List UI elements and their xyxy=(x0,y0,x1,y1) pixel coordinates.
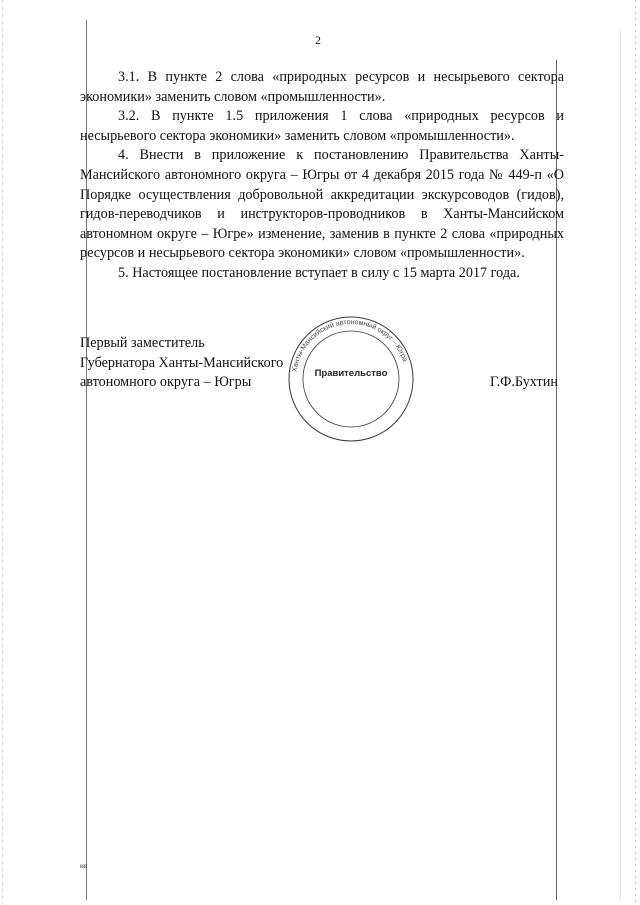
paragraph-3-2: 3.2. В пункте 1.5 приложения 1 слова «природных ресурсов и несырьевого сектора экономики» заменить словом «промышленности». xyxy=(80,108,564,144)
stamp-ring-text: Ханты-Мансийский автономный округ – Югра xyxy=(291,318,409,373)
signatory-title-line-3: автономного округа – Югры xyxy=(80,374,252,391)
signatory-name: Г.Ф.Бухтин xyxy=(490,374,558,390)
stamp-center-text: Правительство xyxy=(314,368,388,379)
paragraph-3-1: 3.1. В пункте 2 слова «природных ресурсов и несырьевого сектора экономики» заменить словом «промышленности». xyxy=(80,69,564,105)
signatory-title-line-1: Первый заместитель xyxy=(80,335,205,351)
official-stamp xyxy=(285,313,417,445)
paragraph-5: 5. Настоящее постановление вступает в силу с 15 марта 2017 года. xyxy=(118,264,520,281)
body-text xyxy=(80,68,564,284)
signatory-title-line-2: Губернатора Ханты-Мансийского xyxy=(80,354,284,371)
signatory-title xyxy=(80,334,283,393)
paragraph-4: 4. Внести в приложение к постановлению Правительства Ханты-Мансийского автономного округа – Югры от 4 декабря 2015 года № 449-п «О Порядке осуществления добровольной аккредитации экскурсоводов (гидов), гидов-переводчиков и инструкторов-проводников в Ханты-Мансийском автономном округе – Югре» изменение, заменив в пункте 2 слова «природных ресурсов и несырьевого сектора экономики» словом «промышленности». xyxy=(80,147,564,262)
scan-line-far-right xyxy=(620,30,621,900)
scan-edge-right xyxy=(635,0,636,905)
scan-edge-left xyxy=(2,0,3,905)
footer-mark: ив xyxy=(80,862,88,870)
page-number: 2 xyxy=(315,33,321,47)
